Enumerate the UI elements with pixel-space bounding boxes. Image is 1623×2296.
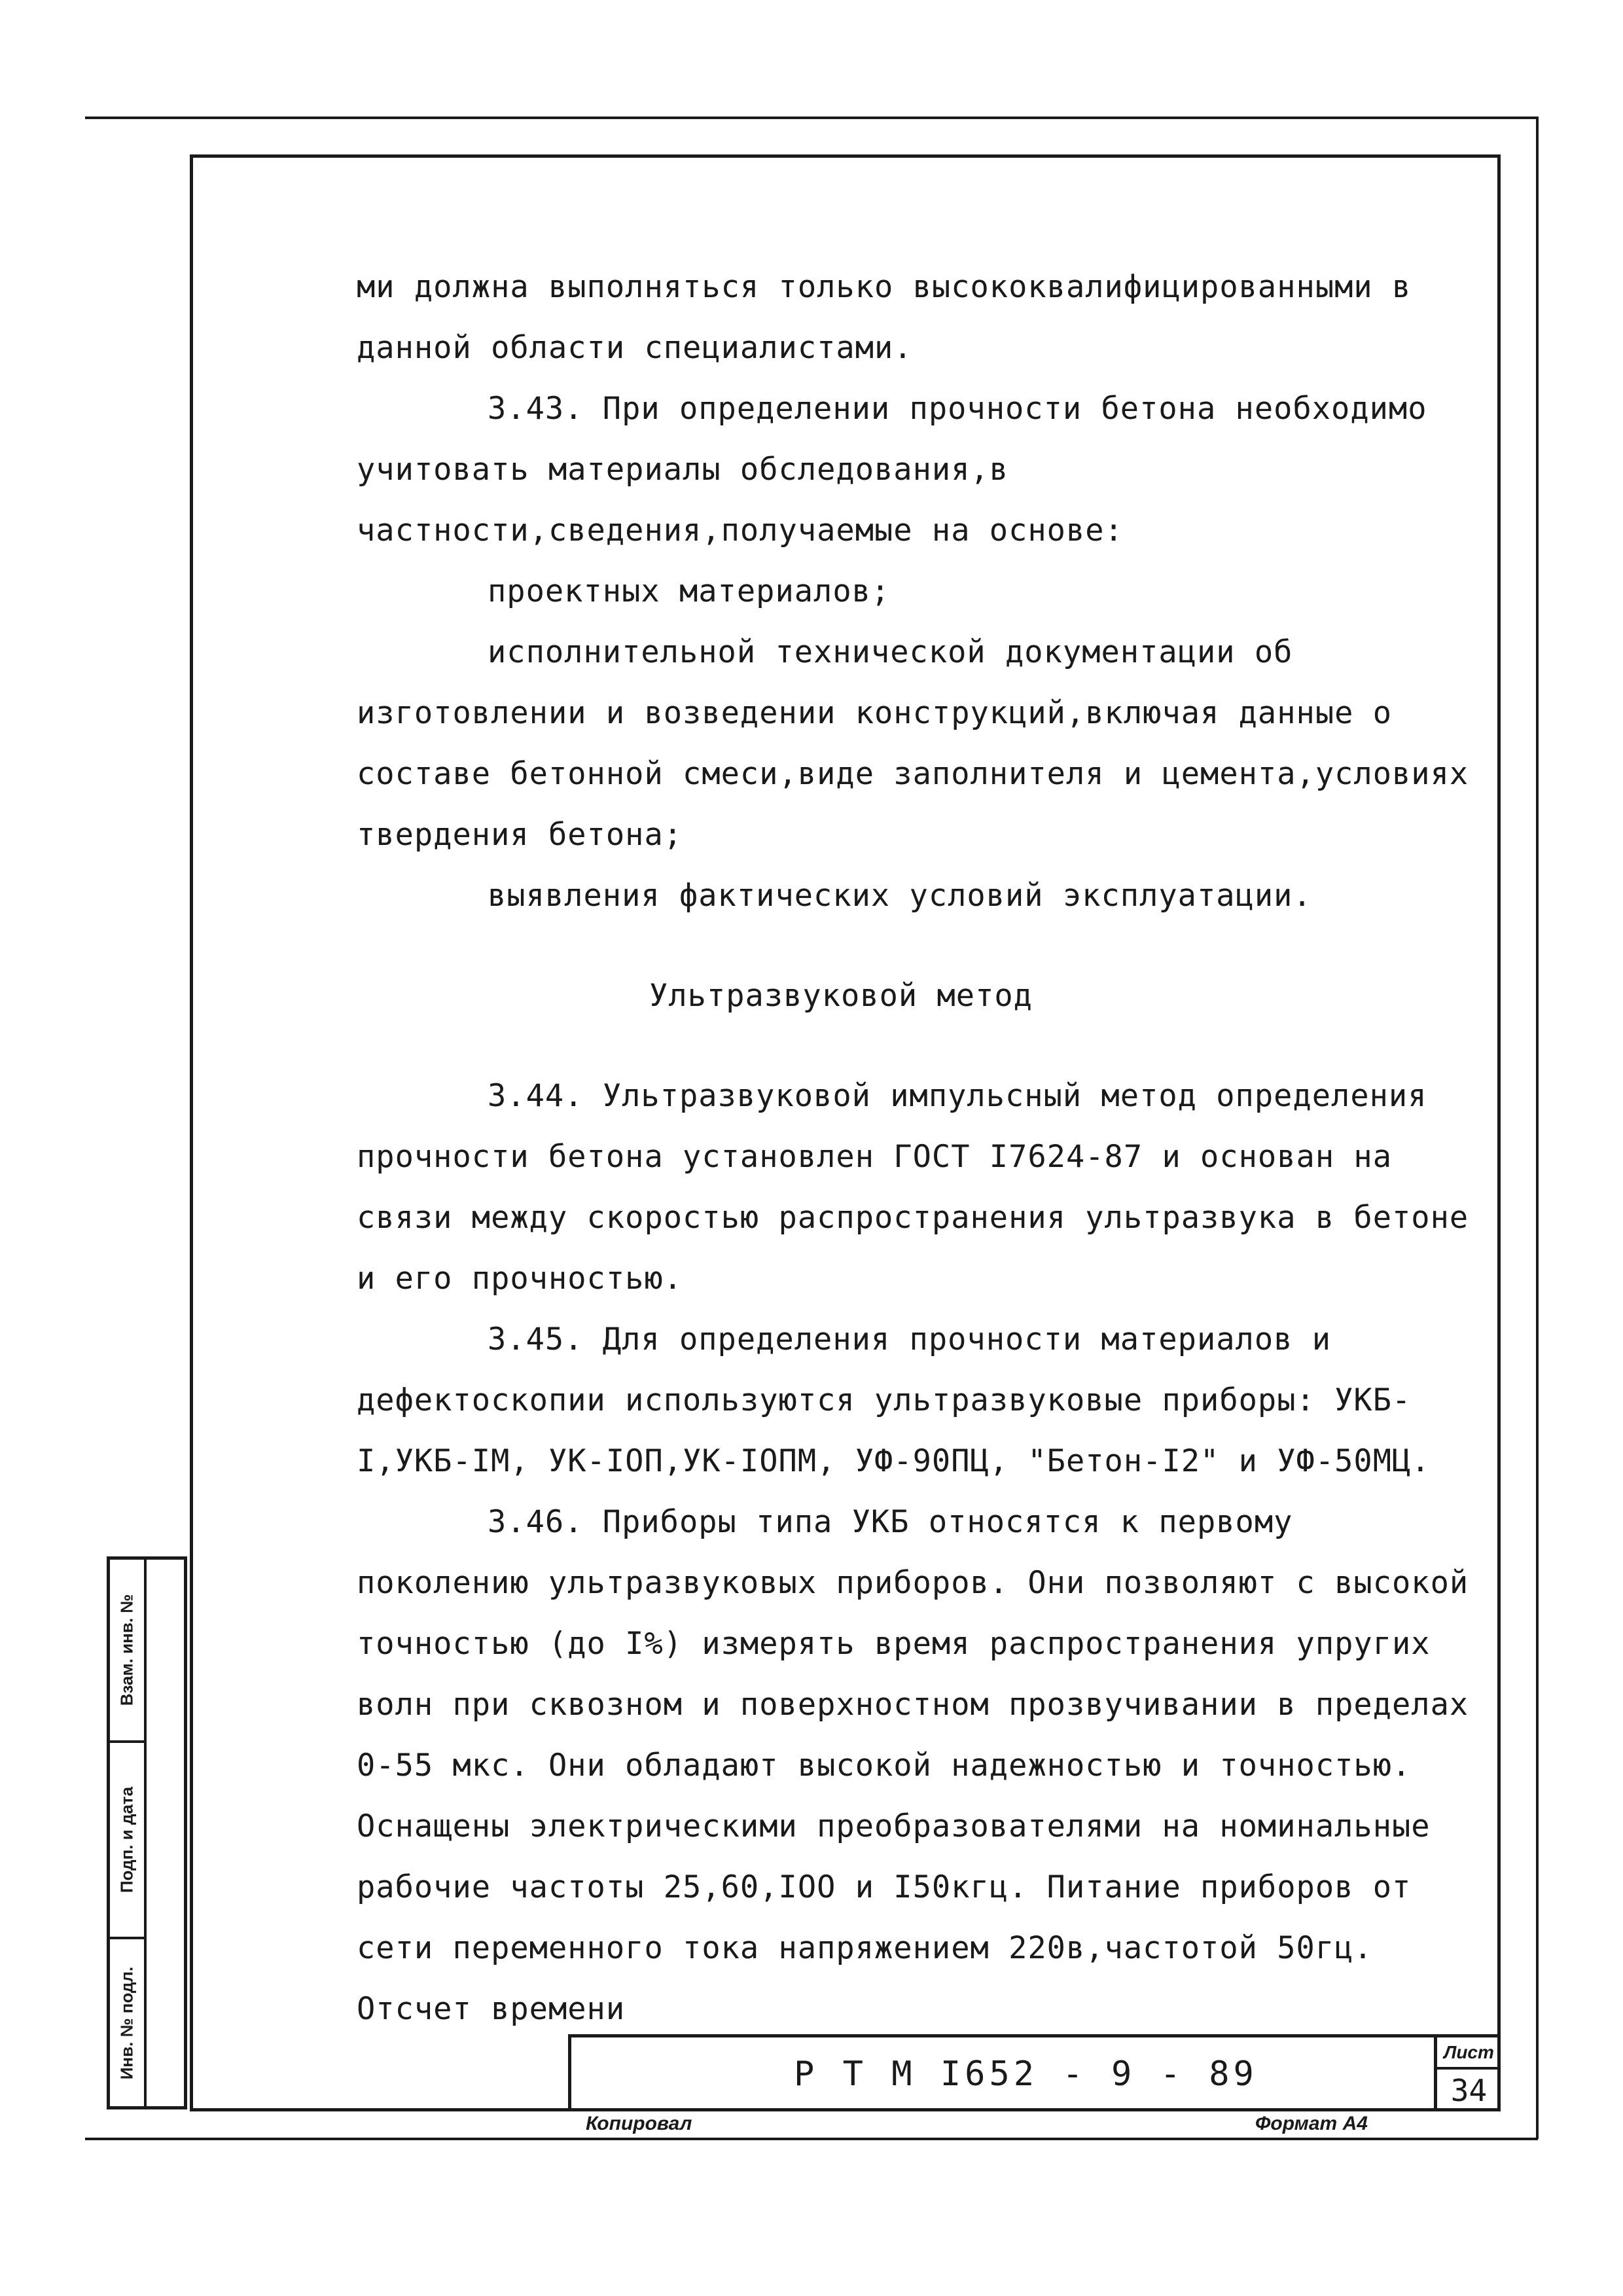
paragraph-3-46: 3.46. Приборы типа УКБ относятся к первому поколению ультразвуковых приборов. Они позволяют с высокой точностью (до I%) измерять время распространения упругих волн при сквозном и поверхностном прозвучивании в пределах 0-55 мкс. Они обладают высокой надежностью и точностью. Оснащены электрическими преобразователями на номинальные рабочие частоты 25,60,IОО и I50кгц. Питание приборов от сети переменного тока напряжением 220в,частотой 50гц. Отсчет времени <box>357 1504 1469 2027</box>
paragraph-3-45: 3.45. Для определения прочности материалов и дефектоскопии используются ультразвуковые приборы: УКБ-I,УКБ-IМ, УК-IОП,УК-IОПМ, УФ-90ПЦ, "Бетон-I2" и УФ-50МЦ. <box>357 1321 1431 1479</box>
sheet-number: 34 <box>1450 2073 1488 2108</box>
stamp-cell-inv <box>110 1939 144 2106</box>
list-item-design: проектных материалов; <box>488 573 891 609</box>
stamp-inv-label: Инв. № подл. <box>116 1966 137 2079</box>
footer-format: Формат А4 <box>1255 2113 1368 2134</box>
top-rule <box>85 117 1538 119</box>
paragraph-3-43: 3.43. При определении прочности бетона необходимо учитовать материалы обследования,в частности,сведения,получаемые на основе: <box>357 391 1427 548</box>
bottom-rule <box>85 2138 1538 2140</box>
sheet-label: Лист <box>1437 2037 1501 2070</box>
side-stamp <box>107 1556 187 2109</box>
stamp-vzam-label: Взам. инв. № <box>116 1594 137 1706</box>
sheet-box <box>1434 2037 1501 2111</box>
paragraph-3-44: 3.44. Ультразвуковой импульсный метод определения прочности бетона установлен ГОСТ I7624-87 и основан на связи между скоростью распространения ультразвука в бетоне и его прочностью. <box>357 1078 1469 1297</box>
paragraph-continuation: ми должна выполняться только высококвалифицированными в данной области специалистами. <box>357 269 1412 366</box>
section-heading: Ультразвуковой метод <box>649 978 1033 1014</box>
footer-copied: Копировал <box>586 2113 692 2134</box>
stamp-podp-label: Подп. и дата <box>116 1786 137 1893</box>
right-rule <box>1536 117 1539 2139</box>
title-block <box>568 2034 1501 2111</box>
list-item-documentation: исполнительной технической документации об изготовлении и возведении конструкций,включая данные о составе бетонной смеси,виде заполнителя и цемента,условиях твердения бетона; <box>357 634 1469 853</box>
document-body <box>357 257 1469 2039</box>
list-item-conditions: выявления фактических условий эксплуатации. <box>488 878 1312 914</box>
stamp-cell-vzam <box>110 1560 144 1743</box>
stamp-cell-podp <box>110 1743 144 1939</box>
document-code: Р Т М I652 - 9 - 89 <box>794 2054 1258 2094</box>
